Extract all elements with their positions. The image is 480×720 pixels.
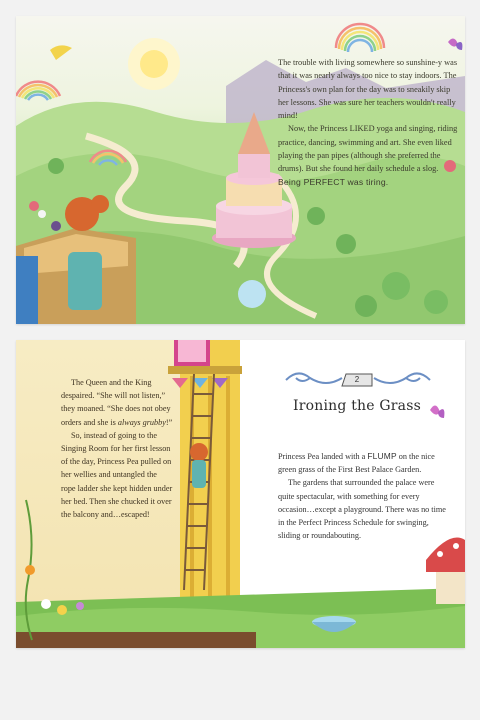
italic-text: always grubby: [117, 417, 166, 427]
chapter-number: 2: [354, 375, 360, 384]
paragraph: [278, 450, 446, 476]
paragraph: The trouble with living somewhere so sunshine-y was that it was nearly always too nice to stay indoors. The Princess's own plan for the day was to sneakily skip her lessons. She was sure her teachers wouldn't really mind!: [278, 58, 458, 121]
paragraph-tail: on the nice green grass of the First Best Palace Garden.: [278, 452, 435, 475]
illustrated-spread-bottom: [16, 340, 465, 648]
illustrated-spread-top: [16, 16, 465, 324]
paragraph: [61, 376, 173, 429]
paragraph-lead: Now, the Princess LIKED yoga and singing, riding practice, dancing, swimming and art. She even liked playing the pan pipes (although she preferred the drums). But she found her daily schedule a slog.: [278, 124, 458, 174]
story-text-right: [278, 450, 446, 542]
story-text-left: [61, 376, 173, 521]
emphasis-text: FLUMP: [367, 451, 397, 461]
paragraph: The gardens that surrounded the palace were quite spectacular, with something for every occasion…except a playground. There was no time in the Perfect Princess Schedule for swinging, sliding or roundabouting.: [278, 478, 446, 541]
chapter-title: Ironing the Grass: [293, 398, 421, 414]
paragraph: So, instead of going to the Singing Room for her first lesson of the day, Princess Pea pulled on her wellies and untangled the rope ladder she kept hidden under her bed. Then she chucked it over the balcony and…escaped!: [61, 430, 173, 520]
paragraph-lead: Princess Pea landed with a: [278, 452, 368, 461]
emphasis-text: Being PERFECT was tiring.: [278, 176, 389, 187]
paragraph-tail: !”: [165, 417, 173, 427]
paragraph: [278, 122, 458, 188]
paragraph-lead: The Queen and the King despaired. “She will not listen,” they moaned. “She does not obey orders and she is: [61, 378, 171, 427]
story-text-top: [278, 56, 458, 189]
